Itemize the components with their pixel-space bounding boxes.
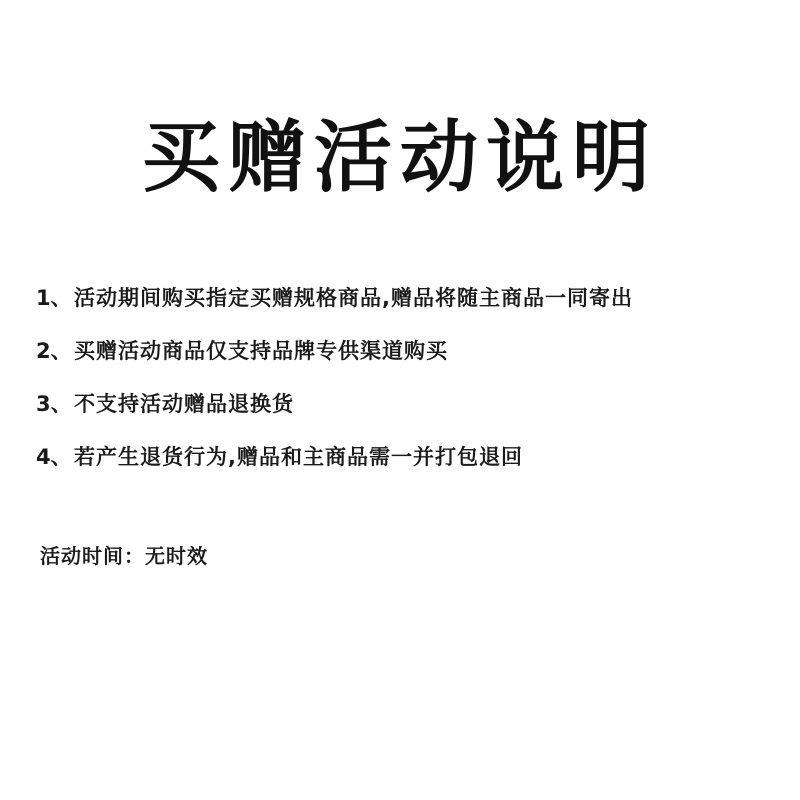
- rule-item-3: [36, 388, 776, 418]
- rule-number: 4、: [36, 445, 72, 469]
- rules-list: [36, 282, 776, 494]
- rule-item-2: [36, 335, 776, 365]
- rule-text: 不支持活动赠品退换货: [74, 392, 294, 416]
- rule-number: 3、: [36, 392, 72, 416]
- activity-time: [40, 538, 208, 570]
- rule-number: 1、: [36, 286, 72, 310]
- rule-item-1: [36, 282, 776, 312]
- rule-text: 活动期间购买指定买赠规格商品,赠品将随主商品一同寄出: [74, 286, 633, 310]
- rule-text: 若产生退货行为,赠品和主商品需一并打包退回: [74, 445, 523, 469]
- rule-number: 2、: [36, 339, 72, 363]
- page-title: 买赠活动说明: [141, 113, 658, 203]
- activity-time-label: 活动时间：: [40, 543, 145, 568]
- rule-item-4: [36, 441, 776, 471]
- activity-time-value: 无时效: [145, 543, 208, 568]
- rule-text: 买赠活动商品仅支持品牌专供渠道购买: [74, 339, 448, 363]
